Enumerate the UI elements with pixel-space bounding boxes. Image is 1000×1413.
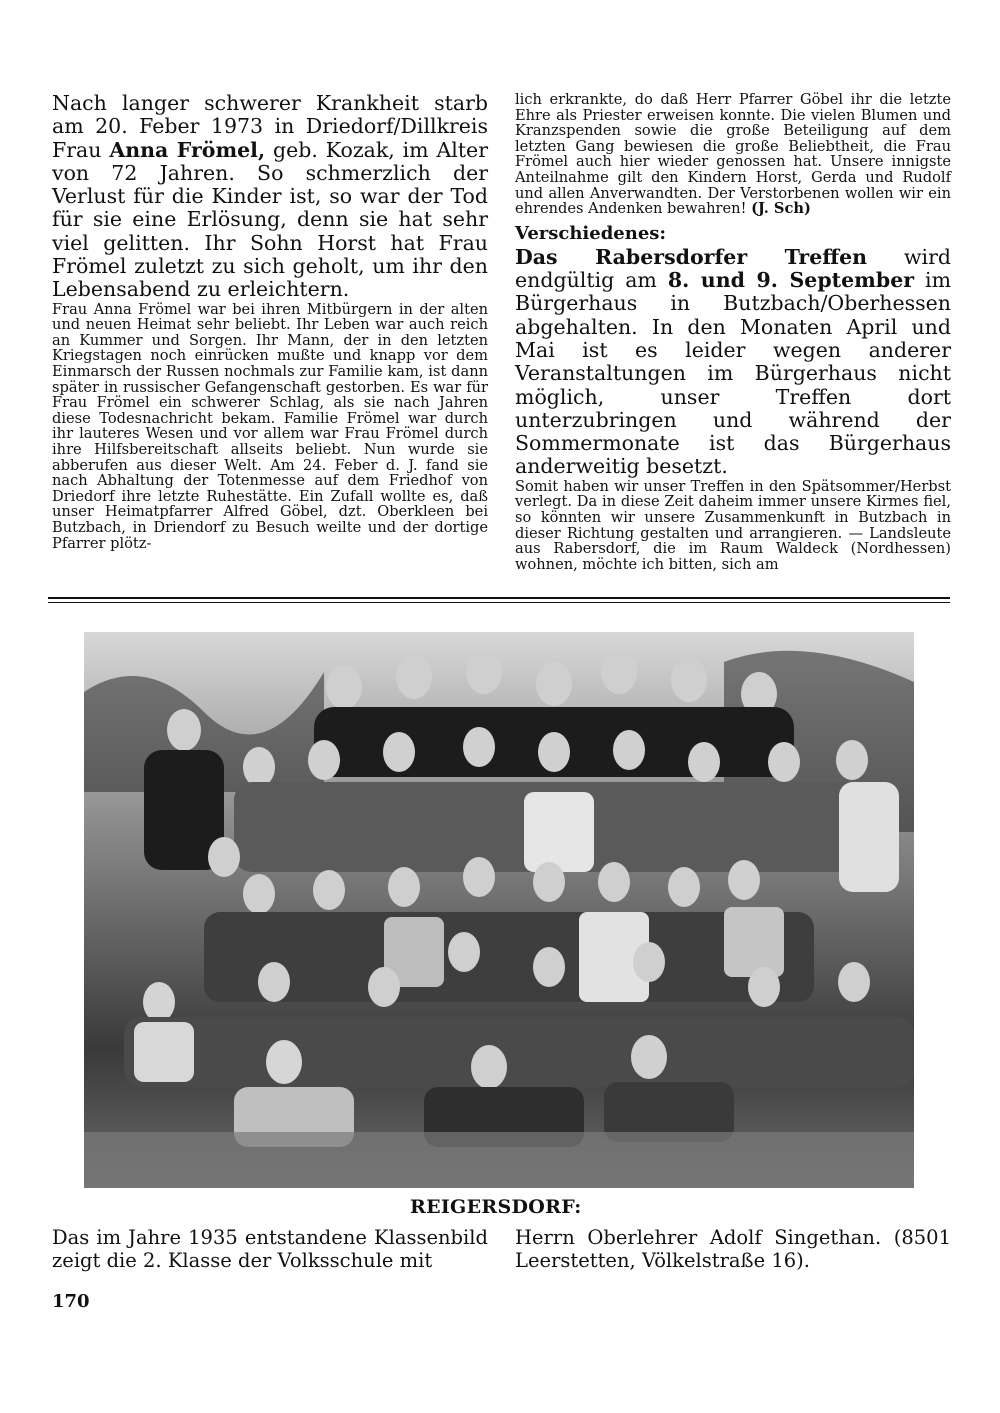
obituary-continuation <box>515 92 951 217</box>
meeting-date: 8. und 9. September <box>667 268 915 293</box>
class-photo-image <box>84 632 914 1188</box>
caption-left: Das im Jahre 1935 entstandene Klassenbild zeigt die 2. Klasse der Volksschule mit <box>52 1226 488 1272</box>
meeting-body: Somit haben wir unser Treffen in den Spätsommer/Herbst verlegt. Da in diese Zeit daheim immer unsere Kirmes fiel, so könnten wir unsere Zusammenkunft in Butzbach in dieser Richtung gestalten und arrangieren. — Landsleute aus Rabersdorf, die im Raum Waldeck (Nordhessen) wohnen, möchte ich bitten, sich am <box>515 477 951 573</box>
obituary-body: Frau Anna Frömel war bei ihren Mitbürgern in der alten und neuen Heimat sehr beliebt. Ihr Leben war auch reich an Kummer und Sorgen. Ihr Mann, der in den letzten Kriegstagen noch einrücken mußte und knapp vor dem Einmarsch der Russen nochmals zur Familie kam, ist dann später in russischer Gefangenschaft gestorben. Es war für Frau Frömel ein schwerer Schlag, als sie nach Jahren diese Todesnachricht bekam. Familie Frömel war durch ihr lauteres Wesen und vor allem war Frau Frömel durch ihre Hilfsbereitschaft allseits beliebt. Nun wurde sie abberufen aus dieser Welt. Am 24. Feber d. J. fand sie nach Abhaltung der Totenmesse auf dem Friedhof von Driedorf ihre letzte Ruhestätte. Ein Zufall wollte es, daß unser Heimatpfarrer Alfred Göbel, dzt. Oberkleen bei Butzbach, in Driendorf zu Besuch weilte und der dortige Pfarrer plötz- <box>52 300 488 552</box>
meeting-announcement <box>515 246 951 479</box>
obituary-name: Anna Frömel, <box>109 137 266 162</box>
obituary-lead-text-2: geb. Kozak, im Alter von 72 Jahren. So schmerzlich der Verlust für die Kinder ist, so war der Tod für sie eine Erlösung, denn sie hat sehr viel gelitten. Ihr Sohn Horst hat Frau Frömel zuletzt zu sich geholt, um ihr den Lebensabend zu erleichtern. <box>52 137 488 302</box>
left-column <box>52 92 488 551</box>
meeting-title: Das Rabersdorfer Treffen <box>515 244 868 269</box>
right-column <box>515 92 951 572</box>
class-photo <box>84 632 914 1188</box>
caption-title: REIGERSDORF: <box>410 1196 582 1218</box>
page-number: 170 <box>52 1291 90 1312</box>
announcement-text-1: wird endgültig am <box>515 244 951 293</box>
section-heading: Verschiedenes: <box>515 222 667 244</box>
obituary-continuation-text: lich erkrankte, do daß Herr Pfarrer Göbel ihr die letzte Ehre als Priester erweisen konnte. Die vielen Blumen und Kranzspenden sowie die große Beteiligung auf dem letzten Gang bewiesen die große Beliebtheit, die Frau Frömel auch hier wieder genossen hat. Unsere innigste Anteilnahme gilt den Kindern Horst, Gerda und Rudolf und allen Anverwandten. Der Verstorbenen wollen wir ein ehrendes Andenken bewahren! <box>515 91 951 218</box>
author-signature: (J. Sch) <box>751 200 811 218</box>
caption-right: Herrn Oberlehrer Adolf Singethan. (8501 Leerstetten, Völkelstraße 16). <box>515 1226 951 1272</box>
horizontal-rule <box>48 597 950 603</box>
announcement-text-2: im Bürgerhaus in Butzbach/Oberhessen abgehalten. In den Monaten April und Mai ist es leider wegen anderer Veranstaltungen im Bürgerhaus nicht möglich, unser Treffen dort unterzubringen und während der Sommermonate ist das Bürgerhaus anderweitig besetzt. <box>515 268 952 479</box>
obituary-lead <box>52 92 488 302</box>
obituary-lead-text: Nach langer schwerer Krankheit starb am 20. Feber 1973 in Driedorf/Dillkreis Frau <box>52 91 488 162</box>
